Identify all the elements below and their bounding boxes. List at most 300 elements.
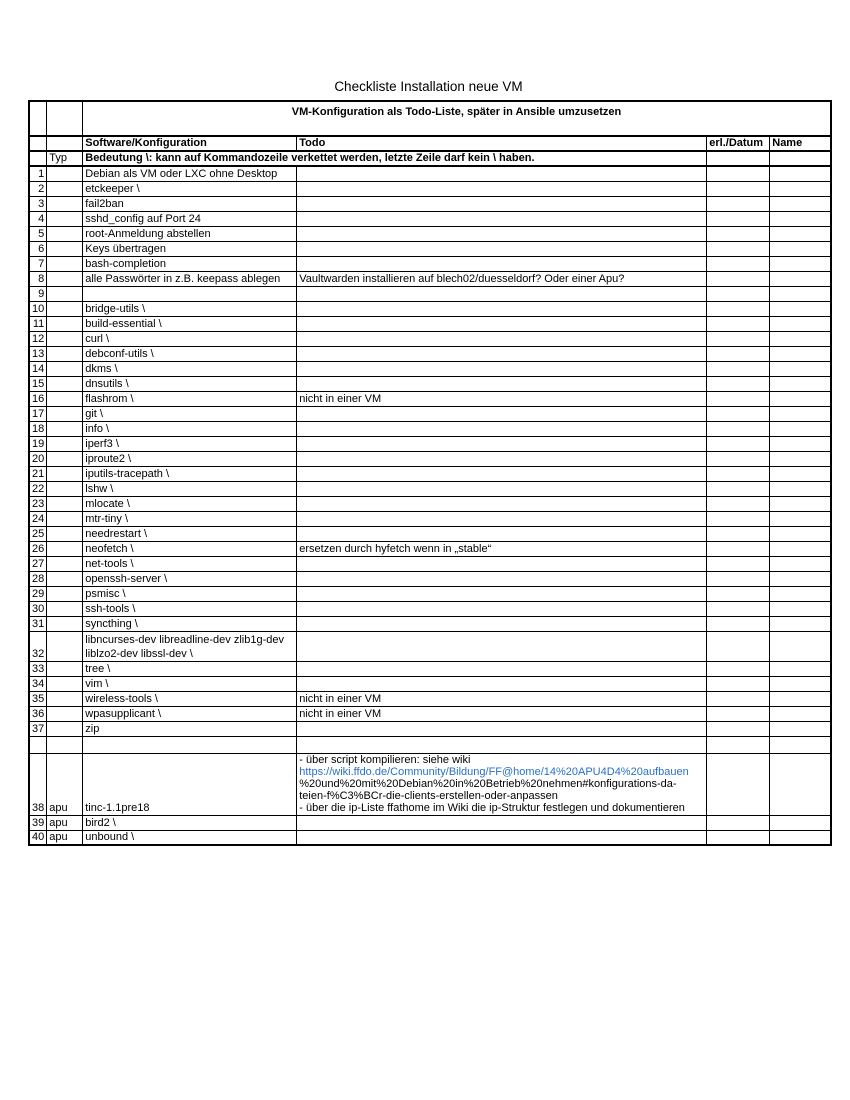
table-row	[29, 421, 831, 436]
cell-todo	[297, 496, 707, 511]
table-row	[29, 691, 831, 706]
cell-erl	[707, 301, 770, 316]
cell-software: unbound \	[83, 830, 297, 845]
cell-name	[770, 376, 831, 391]
cell-software: iproute2 \	[83, 451, 297, 466]
table-row	[29, 346, 831, 361]
cell-software: bash-completion	[83, 256, 297, 271]
cell-software: libncurses-dev libreadline-dev zlib1g-dev liblzo2-dev libssl-dev \	[83, 631, 297, 661]
cell-name	[770, 436, 831, 451]
cell-num: 7	[29, 256, 47, 271]
cell-todo	[297, 556, 707, 571]
cell-typ	[47, 136, 83, 151]
cell-num: 35	[29, 691, 47, 706]
cell-name	[770, 166, 831, 181]
cell-todo	[297, 166, 707, 181]
table-row	[29, 706, 831, 721]
table-title: VM-Konfiguration als Todo-Liste, später in Ansible umzusetzen	[83, 101, 831, 136]
cell-name	[770, 541, 831, 556]
cell-num: 20	[29, 451, 47, 466]
cell-software: tree \	[83, 661, 297, 676]
cell-num: 17	[29, 406, 47, 421]
cell-typ	[47, 241, 83, 256]
cell-name	[770, 706, 831, 721]
cell-name	[770, 226, 831, 241]
cell-erl	[707, 406, 770, 421]
cell-erl	[707, 706, 770, 721]
cell-erl	[707, 376, 770, 391]
cell-name	[770, 316, 831, 331]
cell-erl	[707, 631, 770, 661]
cell-erl	[707, 346, 770, 361]
cell-software: alle Passwörter in z.B. keepass ablegen	[83, 271, 297, 286]
cell-erl	[707, 736, 770, 753]
cell-name	[770, 571, 831, 586]
cell-software: zip	[83, 721, 297, 736]
wiki-link[interactable]: https://wiki.ffdo.de/Community/Bildung/FF@home/14%20APU4D4%20aufbauen	[299, 765, 689, 778]
cell-erl	[707, 241, 770, 256]
cell-name	[770, 496, 831, 511]
table-row	[29, 496, 831, 511]
cell-todo	[297, 421, 707, 436]
table-row	[29, 376, 831, 391]
table-row	[29, 211, 831, 226]
cell-todo	[297, 361, 707, 376]
cell-todo	[297, 286, 707, 301]
cell-erl	[707, 181, 770, 196]
cell-name	[770, 481, 831, 496]
cell-typ	[47, 481, 83, 496]
cell-num	[29, 101, 47, 136]
cell-todo	[297, 301, 707, 316]
cell-software: etckeeper \	[83, 181, 297, 196]
table-row	[29, 181, 831, 196]
cell-typ	[47, 101, 83, 136]
cell-software: dkms \	[83, 361, 297, 376]
table-row	[29, 391, 831, 406]
cell-typ	[47, 721, 83, 736]
cell-name	[770, 721, 831, 736]
cell-todo	[297, 331, 707, 346]
cell-todo	[297, 316, 707, 331]
cell-software: syncthing \	[83, 616, 297, 631]
table-row	[29, 676, 831, 691]
cell-name	[770, 631, 831, 661]
cell-erl	[707, 271, 770, 286]
cell-name	[770, 421, 831, 436]
cell-num: 28	[29, 571, 47, 586]
cell-typ	[47, 556, 83, 571]
cell-num: 23	[29, 496, 47, 511]
cell-typ	[47, 496, 83, 511]
cell-typ	[47, 271, 83, 286]
cell-erl	[707, 586, 770, 601]
cell-erl	[707, 256, 770, 271]
cell-todo	[297, 830, 707, 845]
table-row	[29, 511, 831, 526]
cell-name	[770, 586, 831, 601]
table-row	[29, 301, 831, 316]
cell-todo: nicht in einer VM	[297, 706, 707, 721]
cell-software: iputils-tracepath \	[83, 466, 297, 481]
table-row	[29, 830, 831, 845]
cell-num: 15	[29, 376, 47, 391]
table-row	[29, 601, 831, 616]
cell-todo	[297, 256, 707, 271]
typ-row	[29, 151, 831, 166]
cell-typ	[47, 526, 83, 541]
cell-name	[770, 601, 831, 616]
cell-name	[770, 196, 831, 211]
cell-software: ssh-tools \	[83, 601, 297, 616]
cell-erl	[707, 541, 770, 556]
cell-name	[770, 556, 831, 571]
cell-num: 38	[29, 753, 47, 815]
table-row	[29, 616, 831, 631]
cell-typ	[47, 661, 83, 676]
cell-name	[770, 271, 831, 286]
cell-todo: nicht in einer VM	[297, 391, 707, 406]
table-row	[29, 481, 831, 496]
cell-num: 40	[29, 830, 47, 845]
cell-erl	[707, 830, 770, 845]
header-row	[29, 136, 831, 151]
cell-erl	[707, 466, 770, 481]
cell-num	[29, 136, 47, 151]
table-row	[29, 256, 831, 271]
cell-erl	[707, 661, 770, 676]
cell-name	[770, 406, 831, 421]
cell-name	[770, 211, 831, 226]
cell-num: 22	[29, 481, 47, 496]
cell-software: flashrom \	[83, 391, 297, 406]
cell-name	[770, 736, 831, 753]
cell-software: wireless-tools \	[83, 691, 297, 706]
cell-erl	[707, 691, 770, 706]
cell-num: 31	[29, 616, 47, 631]
cell-software: needrestart \	[83, 526, 297, 541]
cell-num: 24	[29, 511, 47, 526]
cell-typ	[47, 166, 83, 181]
cell-erl	[707, 601, 770, 616]
cell-todo	[297, 181, 707, 196]
page-title: Checkliste Installation neue VM	[334, 79, 523, 94]
cell-todo	[297, 616, 707, 631]
cell-num: 5	[29, 226, 47, 241]
cell-name	[770, 753, 831, 815]
cell-software: debconf-utils \	[83, 346, 297, 361]
cell-erl	[707, 556, 770, 571]
cell-erl	[707, 676, 770, 691]
cell-erl	[707, 316, 770, 331]
cell-name	[770, 511, 831, 526]
cell-software	[83, 286, 297, 301]
cell-software: iperf3 \	[83, 436, 297, 451]
cell-software: Debian als VM oder LXC ohne Desktop	[83, 166, 297, 181]
cell-typ	[47, 691, 83, 706]
table-row	[29, 316, 831, 331]
table-row	[29, 721, 831, 736]
cell-todo	[297, 586, 707, 601]
cell-erl	[707, 526, 770, 541]
cell-erl	[707, 211, 770, 226]
typ-note: Bedeutung \: kann auf Kommandozeile verkettet werden, letzte Zeile darf kein \ haben.	[83, 151, 707, 166]
cell-name	[770, 466, 831, 481]
cell-erl	[707, 361, 770, 376]
cell-software	[83, 736, 297, 753]
cell-num: 11	[29, 316, 47, 331]
typ-label: Typ	[47, 151, 83, 166]
cell-software: vim \	[83, 676, 297, 691]
cell-typ: apu	[47, 830, 83, 845]
table-row	[29, 166, 831, 181]
cell-erl	[707, 391, 770, 406]
cell-todo	[297, 736, 707, 753]
col-header-todo: Todo	[297, 136, 707, 151]
cell-typ	[47, 331, 83, 346]
cell-erl	[707, 166, 770, 181]
cell-typ	[47, 421, 83, 436]
cell-name	[770, 361, 831, 376]
checklist-table	[28, 100, 832, 846]
cell-name	[770, 181, 831, 196]
cell-typ	[47, 406, 83, 421]
cell-num: 1	[29, 166, 47, 181]
cell-software: info \	[83, 421, 297, 436]
table-row	[29, 753, 831, 815]
table-row	[29, 406, 831, 421]
cell-todo	[297, 376, 707, 391]
cell-num: 33	[29, 661, 47, 676]
cell-typ	[47, 286, 83, 301]
cell-software: sshd_config auf Port 24	[83, 211, 297, 226]
cell-todo	[297, 196, 707, 211]
cell-name	[770, 830, 831, 845]
cell-num: 9	[29, 286, 47, 301]
cell-name	[770, 815, 831, 830]
cell-num: 21	[29, 466, 47, 481]
cell-todo	[297, 511, 707, 526]
cell-todo	[297, 721, 707, 736]
table-row	[29, 541, 831, 556]
cell-typ	[47, 571, 83, 586]
table-row	[29, 736, 831, 753]
cell-typ	[47, 301, 83, 316]
cell-erl	[707, 151, 770, 166]
cell-num: 8	[29, 271, 47, 286]
cell-typ	[47, 511, 83, 526]
table-row	[29, 815, 831, 830]
table-row	[29, 226, 831, 241]
table-body	[29, 101, 831, 845]
table-row	[29, 241, 831, 256]
cell-typ	[47, 361, 83, 376]
cell-todo	[297, 661, 707, 676]
cell-todo	[297, 571, 707, 586]
cell-num: 26	[29, 541, 47, 556]
table-row	[29, 451, 831, 466]
cell-erl	[707, 616, 770, 631]
cell-todo	[297, 436, 707, 451]
table-row	[29, 661, 831, 676]
cell-erl	[707, 451, 770, 466]
cell-name	[770, 451, 831, 466]
cell-software: mtr-tiny \	[83, 511, 297, 526]
cell-num: 19	[29, 436, 47, 451]
cell-software: curl \	[83, 331, 297, 346]
cell-typ	[47, 706, 83, 721]
cell-name	[770, 301, 831, 316]
cell-software: bridge-utils \	[83, 301, 297, 316]
cell-todo	[297, 241, 707, 256]
cell-erl	[707, 196, 770, 211]
col-header-name: Name	[770, 136, 831, 151]
cell-erl	[707, 421, 770, 436]
cell-typ	[47, 451, 83, 466]
cell-todo: Vaultwarden installieren auf blech02/duesseldorf? Oder einer Apu?	[297, 271, 707, 286]
cell-typ	[47, 196, 83, 211]
cell-num: 13	[29, 346, 47, 361]
cell-name	[770, 661, 831, 676]
cell-num	[29, 736, 47, 753]
cell-erl	[707, 226, 770, 241]
cell-name	[770, 391, 831, 406]
cell-name	[770, 691, 831, 706]
cell-name	[770, 331, 831, 346]
cell-num: 29	[29, 586, 47, 601]
table-row	[29, 361, 831, 376]
cell-software: lshw \	[83, 481, 297, 496]
table-row	[29, 526, 831, 541]
cell-todo	[297, 406, 707, 421]
cell-typ	[47, 346, 83, 361]
cell-todo	[297, 466, 707, 481]
cell-num: 30	[29, 601, 47, 616]
cell-num: 27	[29, 556, 47, 571]
cell-typ	[47, 256, 83, 271]
table-row	[29, 631, 831, 661]
cell-typ	[47, 541, 83, 556]
cell-erl	[707, 815, 770, 830]
cell-num: 39	[29, 815, 47, 830]
cell-todo: ersetzen durch hyfetch wenn in „stable“	[297, 541, 707, 556]
cell-software: net-tools \	[83, 556, 297, 571]
cell-todo: - über script kompilieren: siehe wiki https://wiki.ffdo.de/Community/Bildung/FF@home/14%20APU4D4%20aufbauen %20und%20mit%20Debian%20in%20Betrieb%20nehmen#konfigurations-da- teien-f%C3%BCr-die-clients-erstellen-oder-anpassen - über die ip-Liste ffathome im Wiki die ip-Struktur festlegen und dokumentieren	[297, 753, 707, 815]
cell-typ	[47, 226, 83, 241]
cell-software: git \	[83, 406, 297, 421]
cell-todo	[297, 526, 707, 541]
cell-erl	[707, 721, 770, 736]
cell-software: bird2 \	[83, 815, 297, 830]
cell-erl	[707, 436, 770, 451]
cell-software: build-essential \	[83, 316, 297, 331]
cell-todo	[297, 676, 707, 691]
cell-num: 10	[29, 301, 47, 316]
cell-typ: apu	[47, 753, 83, 815]
table-row	[29, 286, 831, 301]
cell-typ	[47, 181, 83, 196]
cell-software: openssh-server \	[83, 571, 297, 586]
cell-typ	[47, 616, 83, 631]
cell-num: 25	[29, 526, 47, 541]
cell-name	[770, 346, 831, 361]
cell-todo	[297, 451, 707, 466]
col-header-erl: erl./Datum	[707, 136, 770, 151]
cell-todo	[297, 481, 707, 496]
table-row	[29, 331, 831, 346]
cell-num: 3	[29, 196, 47, 211]
cell-todo: nicht in einer VM	[297, 691, 707, 706]
cell-num	[29, 151, 47, 166]
cell-software: psmisc \	[83, 586, 297, 601]
table-row	[29, 466, 831, 481]
table-row	[29, 196, 831, 211]
cell-software: root-Anmeldung abstellen	[83, 226, 297, 241]
cell-erl	[707, 331, 770, 346]
cell-num: 6	[29, 241, 47, 256]
cell-num: 12	[29, 331, 47, 346]
cell-num: 37	[29, 721, 47, 736]
cell-num: 4	[29, 211, 47, 226]
cell-name	[770, 151, 831, 166]
cell-typ	[47, 631, 83, 661]
cell-erl	[707, 571, 770, 586]
cell-erl	[707, 481, 770, 496]
cell-typ	[47, 601, 83, 616]
cell-typ	[47, 376, 83, 391]
cell-num: 18	[29, 421, 47, 436]
cell-num: 32	[29, 631, 47, 661]
cell-typ	[47, 391, 83, 406]
cell-typ	[47, 316, 83, 331]
table-row	[29, 556, 831, 571]
cell-software: fail2ban	[83, 196, 297, 211]
cell-erl	[707, 286, 770, 301]
cell-name	[770, 256, 831, 271]
cell-todo	[297, 211, 707, 226]
cell-software: dnsutils \	[83, 376, 297, 391]
cell-typ	[47, 736, 83, 753]
cell-erl	[707, 511, 770, 526]
cell-todo	[297, 631, 707, 661]
cell-typ	[47, 586, 83, 601]
col-header-software: Software/Konfiguration	[83, 136, 297, 151]
cell-num: 16	[29, 391, 47, 406]
cell-erl	[707, 496, 770, 511]
cell-typ: apu	[47, 815, 83, 830]
cell-software: mlocate \	[83, 496, 297, 511]
cell-todo	[297, 346, 707, 361]
cell-name	[770, 676, 831, 691]
cell-name	[770, 526, 831, 541]
cell-typ	[47, 466, 83, 481]
cell-software: Keys übertragen	[83, 241, 297, 256]
cell-num: 2	[29, 181, 47, 196]
table-row	[29, 436, 831, 451]
title-row	[29, 101, 831, 136]
cell-typ	[47, 676, 83, 691]
cell-todo	[297, 601, 707, 616]
cell-name	[770, 286, 831, 301]
table-row	[29, 571, 831, 586]
table-row	[29, 271, 831, 286]
cell-name	[770, 241, 831, 256]
cell-todo	[297, 815, 707, 830]
cell-software: wpasupplicant \	[83, 706, 297, 721]
cell-software: neofetch \	[83, 541, 297, 556]
cell-typ	[47, 211, 83, 226]
table-row	[29, 586, 831, 601]
